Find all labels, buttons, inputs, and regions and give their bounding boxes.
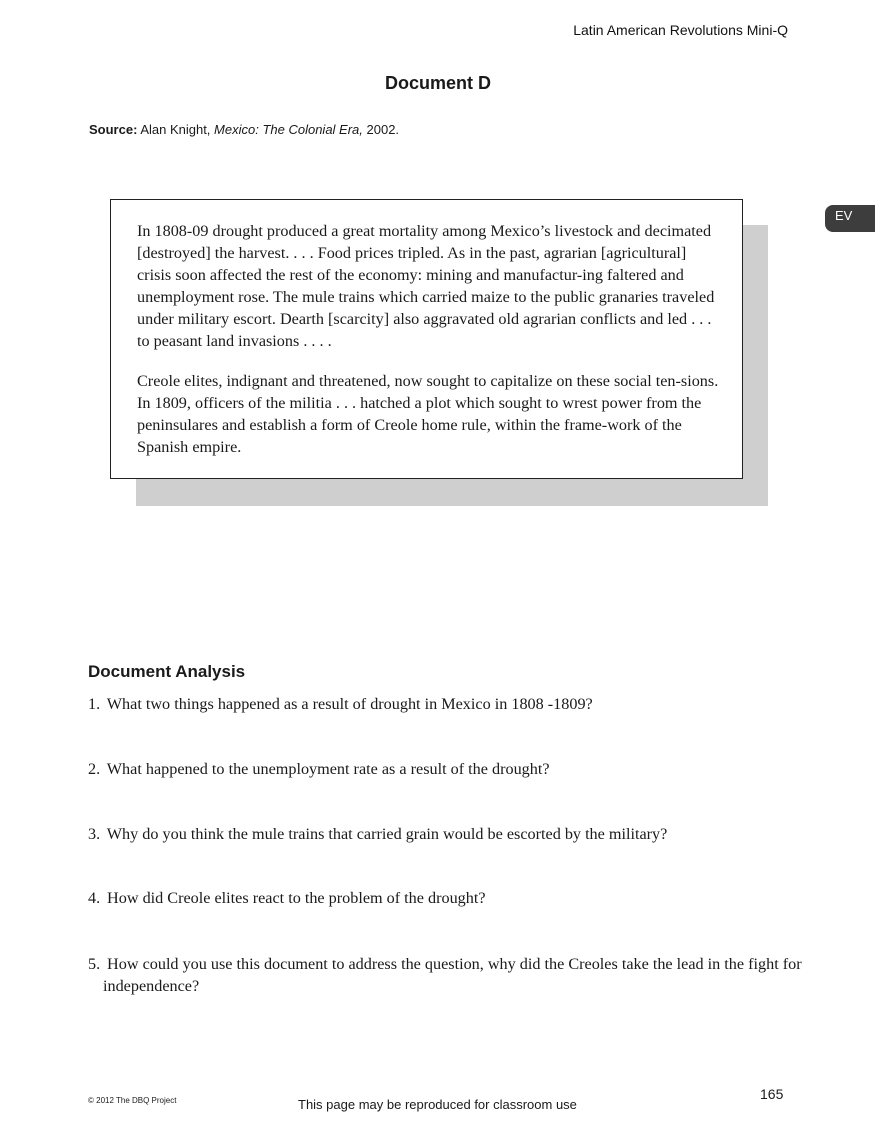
- footer-note: This page may be reproduced for classroom use: [298, 1097, 577, 1112]
- question-number: 4.: [88, 889, 101, 907]
- question-number: 3.: [88, 825, 101, 843]
- question-text: How could you use this document to address the question, why did the Creoles take the lead in the fight for independence?: [103, 955, 802, 995]
- question-3: [88, 823, 788, 845]
- document-title: Document D: [384, 73, 491, 93]
- source-author: Alan Knight,: [140, 122, 211, 137]
- source-label: Source:: [89, 122, 138, 137]
- quote-paragraph: Creole elites, indignant and threatened, now sought to capitalize on these social ten-sions. In 1809, officers of the militia . . . hatched a plot which sought to wrest power from the peninsulares and establish a form of Creole home rule, within the frame-work of the Spanish empire.: [137, 372, 719, 456]
- source-year: 2002.: [366, 122, 400, 137]
- question-text: How did Creole elites react to the problem of the drought?: [107, 889, 486, 907]
- analysis-heading: Document Analysis: [88, 662, 246, 681]
- source-citation: [89, 122, 399, 137]
- ev-section-tab: EV: [825, 205, 875, 232]
- source-work: Mexico: The Colonial Era,: [214, 122, 363, 137]
- question-text: Why do you think the mule trains that carried grain would be escorted by the military?: [106, 825, 668, 843]
- question-text: What two things happened as a result of drought in Mexico in 1808 -1809?: [106, 695, 593, 713]
- question-number: 2.: [88, 760, 101, 778]
- quote-paragraph: In 1808-09 drought produced a great mortality among Mexico’s livestock and decimated [destroyed] the harvest. . . . Food prices tripled. As in the past, agrarian [agricultural] crisis soon affected the rest of the economy: mining and manufactur-ing faltered and unemployment rose. The mule trains which carried maize to the public granaries traveled under military escort. Dearth [scarcity] also aggravated old agrarian conflicts and led . . . to peasant land invasions . . . .: [137, 222, 715, 350]
- question-2: [88, 758, 788, 780]
- question-4: [88, 887, 788, 909]
- question-text: What happened to the unemployment rate as a result of the drought?: [106, 760, 550, 778]
- question-1: [88, 693, 788, 715]
- footer-copyright: © 2012 The DBQ Project: [88, 1096, 177, 1105]
- question-5: [88, 953, 803, 997]
- running-header: Latin American Revolutions Mini-Q: [573, 22, 788, 38]
- question-number: 5.: [88, 955, 101, 973]
- quote-box: [110, 199, 743, 479]
- question-number: 1.: [88, 695, 101, 713]
- page-number: 165: [760, 1086, 784, 1102]
